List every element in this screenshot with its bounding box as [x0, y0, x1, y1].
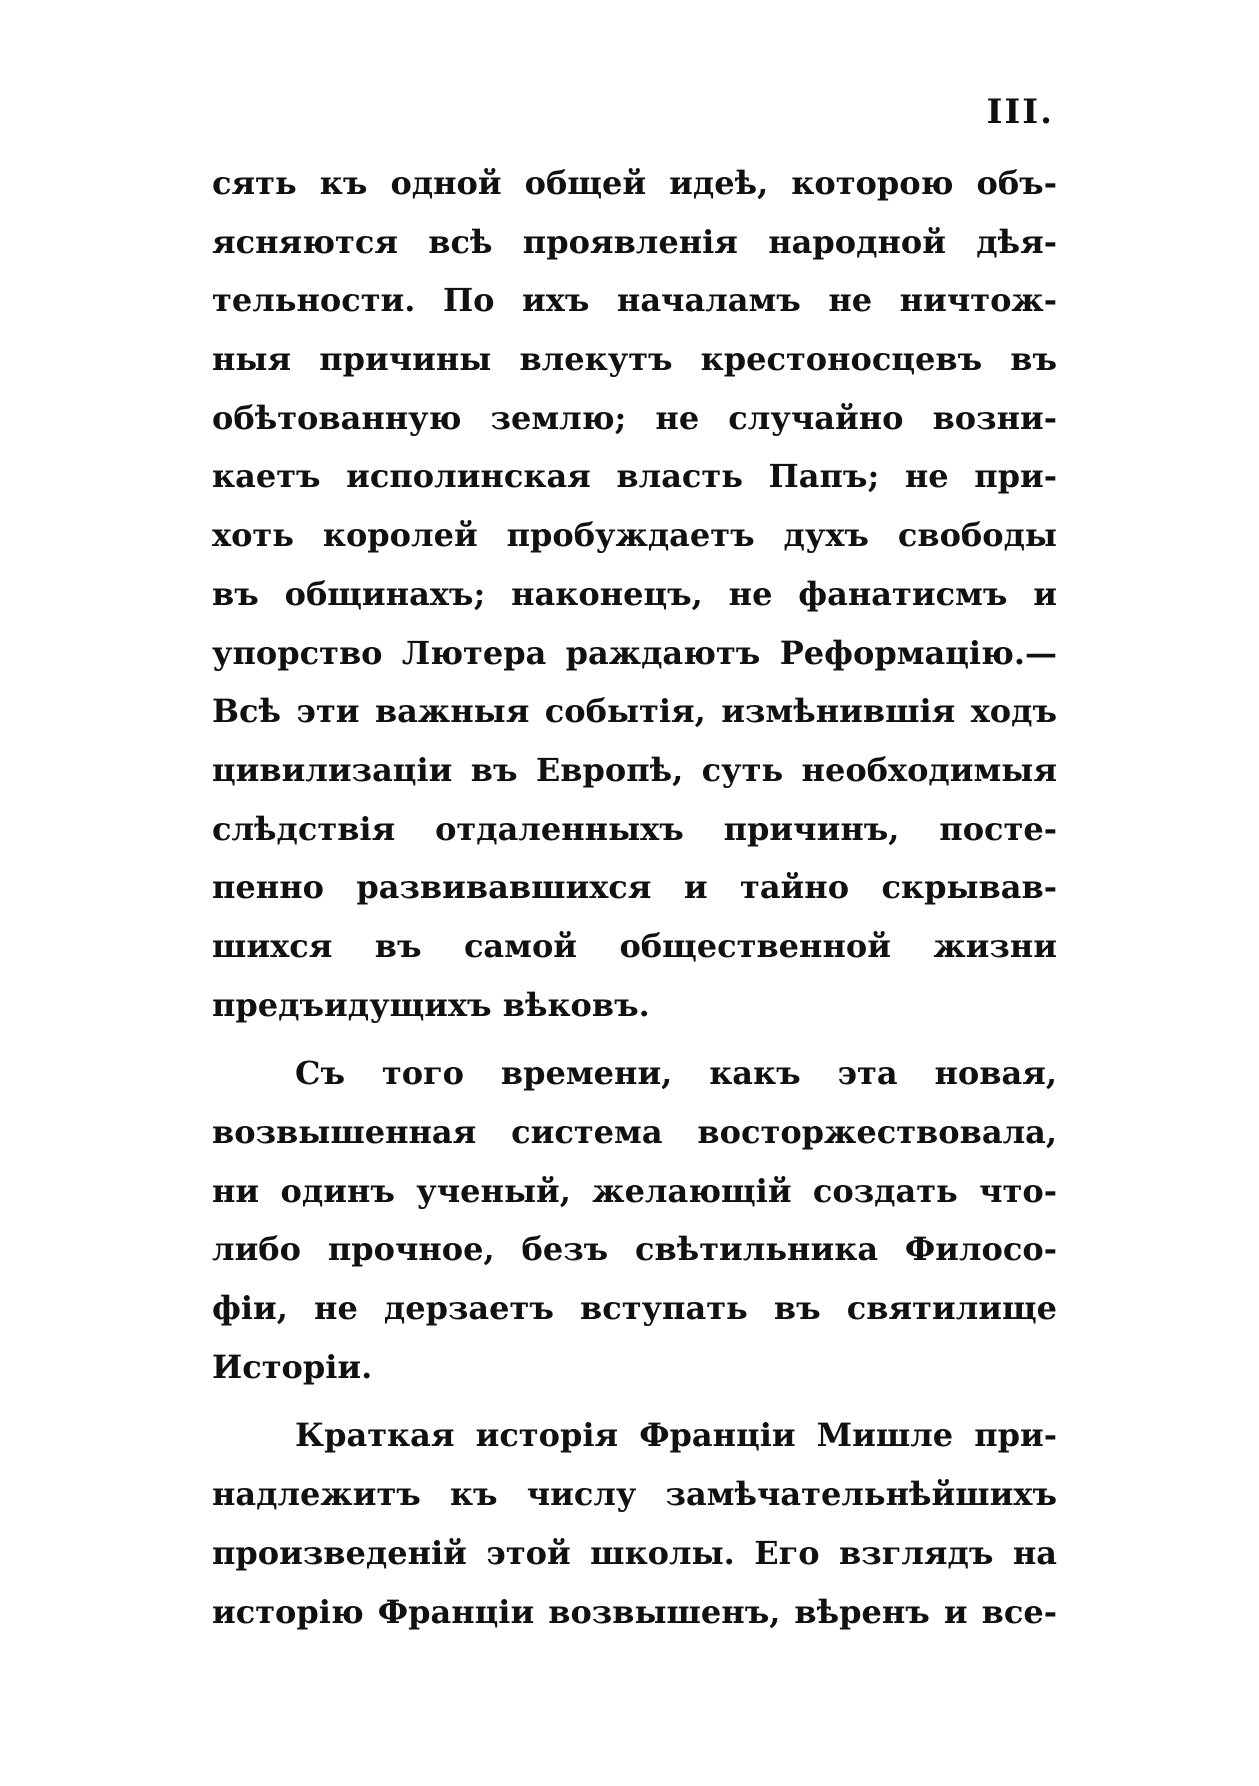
text-line: Всѣ эти важныя событія, измѣнившія ходъ — [212, 692, 1057, 731]
text-line: упорство Лютера раждаютъ Реформацію.— — [212, 633, 1057, 672]
text-line: шихся въ самой общественной жизни — [212, 926, 1057, 965]
text-line: либо прочное, безъ свѣтильника Филосо- — [212, 1230, 1057, 1269]
text-line: въ общинахъ; наконецъ, не фанатисмъ и — [212, 574, 1057, 613]
paragraph — [212, 1044, 1057, 1396]
text-line: хоть королей пробуждаетъ духъ свободы — [212, 516, 1057, 555]
text-line: возвышенная система восторжествовала, — [212, 1113, 1057, 1151]
text-line: слѣдствія отдаленныхъ причинъ, посте- — [212, 809, 1057, 848]
text-line: фіи, не дерзаетъ вступать въ святилище — [212, 1289, 1057, 1328]
text-line: надлежитъ къ числу замѣчательнѣйшихъ — [212, 1475, 1057, 1514]
text-line: тельности. По ихъ началамъ не ничтож- — [212, 281, 1057, 320]
text-line: пенно развивавшихся и тайно скрывав- — [212, 868, 1057, 907]
text-line: Исторіи. — [212, 1347, 373, 1386]
text-line: Съ того времени, какъ эта новая, — [295, 1054, 1057, 1093]
page-number: III. — [986, 92, 1054, 132]
text-line: произведеній этой школы. Его взглядъ на — [212, 1533, 1057, 1572]
text-line: ни одинъ ученый, желающій создать что- — [212, 1171, 1057, 1210]
text-line: цивилизаціи въ Европѣ, суть необходимыя — [212, 750, 1057, 789]
text-line: обѣтованную землю; не случайно возни- — [212, 398, 1057, 437]
text-line: предъидущихъ вѣковъ. — [212, 985, 650, 1024]
body-text — [212, 154, 1057, 1641]
text-line: каетъ исполинская власть Папъ; не при- — [212, 457, 1057, 496]
text-line: сять къ одной общей идеѣ, которою объ- — [212, 164, 1057, 202]
text-line: Краткая исторія Франціи Мишле при- — [295, 1416, 1057, 1455]
paragraph — [212, 1406, 1057, 1641]
text-line: ныя причины влекутъ крестоносцевъ въ — [212, 340, 1057, 379]
text-line: ясняются всѣ проявленія народной дѣя- — [212, 222, 1057, 261]
text-line: исторію Франціи возвышенъ, вѣренъ и все- — [212, 1592, 1057, 1631]
paragraph — [212, 154, 1057, 1034]
